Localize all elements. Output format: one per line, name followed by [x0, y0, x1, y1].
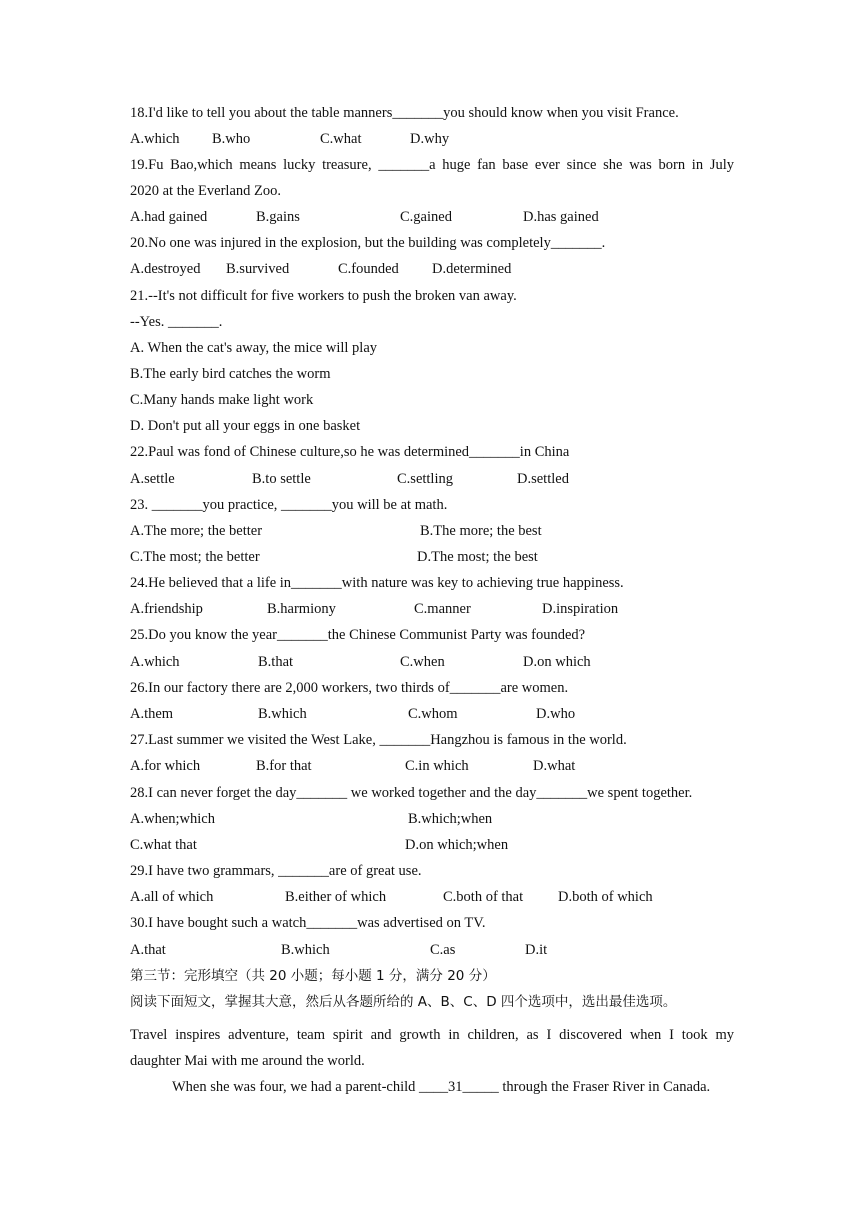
question-21-option-a: A. When the cat's away, the mice will play [130, 340, 378, 356]
option-a: A.all of which [130, 889, 214, 905]
option-d: D.what [533, 758, 576, 774]
question-23-options-row1 [130, 521, 734, 541]
option-c: C.what [320, 131, 362, 147]
passage-line-1: Travel inspires adventure, team spirit and growth in children, as I discovered when I took my [130, 1027, 734, 1043]
option-a: A.had gained [130, 209, 208, 225]
option-d: D.on which [523, 654, 591, 670]
option-a: A.for which [130, 758, 201, 774]
passage-text: through the Fraser River in Canada. [498, 1079, 711, 1095]
option-c: C.whom [408, 706, 458, 722]
question-19-stem-line2: 2020 at the Everland Zoo. [130, 183, 281, 199]
option-a: A.The more; the better [130, 523, 263, 539]
option-d: D.determined [432, 261, 512, 277]
option-c: C.when [400, 654, 445, 670]
option-c: C.what that [130, 837, 197, 853]
option-a: A.them [130, 706, 174, 722]
question-27-options [130, 756, 734, 776]
question-27-stem: 27.Last summer we visited the West Lake, _______Hangzhou is famous in the world. [130, 732, 627, 748]
option-a: A.which [130, 654, 180, 670]
option-c: C.founded [338, 261, 399, 277]
passage-paragraph-2 [172, 1077, 772, 1097]
option-c: C.manner [414, 601, 471, 617]
option-c: C.settling [397, 471, 453, 487]
question-19-stem-line1: 19.Fu Bao,which means lucky treasure, _______a huge fan base ever since she was born in July [130, 157, 734, 173]
question-20-options [130, 259, 734, 279]
option-b: B.gains [256, 209, 300, 225]
question-21-option-c: C.Many hands make light work [130, 392, 314, 408]
question-21-option-b: B.The early bird catches the worm [130, 366, 331, 382]
question-21-option-d: D. Don't put all your eggs in one basket [130, 418, 361, 434]
section-instruction: 阅读下面短文，掌握其大意，然后从各题所给的 A、B、C、D 四个选项中，选出最佳选项。 [130, 994, 677, 1010]
question-30-options [130, 940, 734, 960]
question-25-stem: 25.Do you know the year_______the Chinese Communist Party was founded? [130, 627, 586, 643]
option-b: B.The more; the best [420, 523, 542, 539]
option-a: A.destroyed [130, 261, 201, 277]
passage-text: When she was four, we had a parent-child [172, 1079, 420, 1095]
option-d: D.has gained [523, 209, 599, 225]
option-c: C.both of that [443, 889, 524, 905]
option-a: A.friendship [130, 601, 203, 617]
option-a: A.when;which [130, 811, 215, 827]
option-b: B.which;when [408, 811, 493, 827]
option-b: B.who [212, 131, 251, 147]
question-29-options [130, 887, 734, 907]
question-26-options [130, 704, 734, 724]
blank-31: ____31_____ [419, 1079, 499, 1095]
question-24-options [130, 599, 734, 619]
option-b: B.to settle [252, 471, 311, 487]
option-b: B.which [258, 706, 307, 722]
option-b: B.harmiony [267, 601, 336, 617]
option-a: A.that [130, 942, 166, 958]
option-d: D.inspiration [542, 601, 619, 617]
question-22-stem: 22.Paul was fond of Chinese culture,so he was determined_______in China [130, 444, 570, 460]
question-21-stem: 21.--It's not difficult for five workers to push the broken van away. [130, 288, 517, 304]
question-28-options-row1 [130, 809, 734, 829]
option-c: C.as [430, 942, 456, 958]
option-c: C.gained [400, 209, 452, 225]
question-26-stem: 26.In our factory there are 2,000 workers, two thirds of_______are women. [130, 680, 569, 696]
question-23-options-row2 [130, 547, 734, 567]
option-d: D.it [525, 942, 548, 958]
question-29-stem: 29.I have two grammars, _______are of great use. [130, 863, 422, 879]
question-19-options [130, 207, 734, 227]
option-d: D.settled [517, 471, 569, 487]
passage-line-2: daughter Mai with me around the world. [130, 1053, 365, 1069]
option-d: D.why [410, 131, 450, 147]
option-a: A.which [130, 131, 180, 147]
option-b: B.which [281, 942, 330, 958]
option-b: B.either of which [285, 889, 387, 905]
question-18-options [130, 129, 734, 149]
option-b: B.for that [256, 758, 312, 774]
question-18-stem: 18.I'd like to tell you about the table manners_______you should know when you visit France. [130, 105, 679, 121]
question-20-stem: 20.No one was injured in the explosion, but the building was completely_______. [130, 235, 606, 251]
option-d: D.both of which [558, 889, 653, 905]
section-heading: 第三节：完形填空（共 20 小题；每小题 1 分，满分 20 分） [130, 968, 496, 984]
option-d: D.The most; the best [417, 549, 538, 565]
option-d: D.who [536, 706, 576, 722]
option-c: C.The most; the better [130, 549, 260, 565]
question-24-stem: 24.He believed that a life in_______with nature was key to achieving true happiness. [130, 575, 624, 591]
question-23-stem: 23. _______you practice, _______you will be at math. [130, 497, 448, 513]
option-d: D.on which;when [405, 837, 509, 853]
question-28-options-row2 [130, 835, 734, 855]
question-28-stem: 28.I can never forget the day_______ we worked together and the day_______we spent together. [130, 785, 693, 801]
question-30-stem: 30.I have bought such a watch_______was advertised on TV. [130, 915, 486, 931]
question-22-options [130, 469, 734, 489]
option-a: A.settle [130, 471, 175, 487]
option-b: B.that [258, 654, 294, 670]
question-25-options [130, 652, 734, 672]
option-b: B.survived [226, 261, 290, 277]
question-21-reply: --Yes. _______. [130, 314, 223, 330]
option-c: C.in which [405, 758, 469, 774]
